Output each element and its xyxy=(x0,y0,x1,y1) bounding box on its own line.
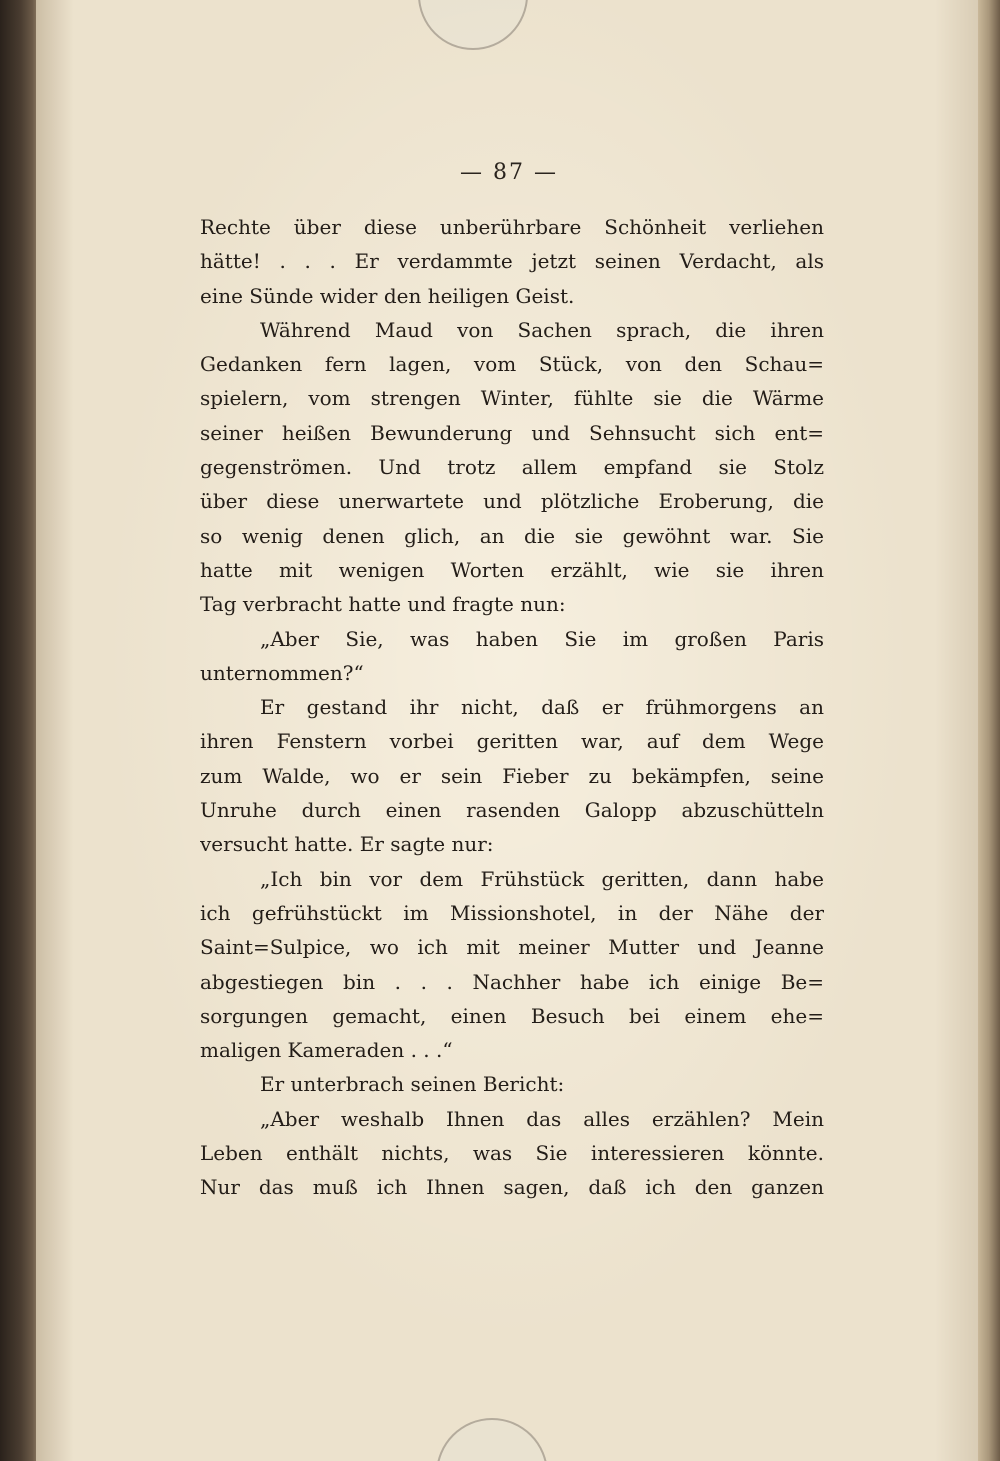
book-binding xyxy=(0,0,38,1461)
text-line: zum Walde, wo er sein Fieber zu bekämpfen, seine xyxy=(200,763,824,788)
text-line: Saint=Sulpice, wo ich mit meiner Mutter und Jeanne xyxy=(200,935,824,960)
text-line: abgestiegen bin . . . Nachher habe ich einige Be= xyxy=(200,969,824,994)
text-line: seiner heißen Bewunderung und Sehnsucht sich ent= xyxy=(200,420,824,445)
page-edge xyxy=(978,0,1000,1461)
text-line: unternommen?“ xyxy=(200,660,364,685)
text-line: Unruhe durch einen rasenden Galopp abzuschütteln xyxy=(200,798,824,823)
text-line: „Aber weshalb Ihnen das alles erzählen? Mein xyxy=(260,1106,824,1131)
book-page xyxy=(36,0,982,1461)
text-line: Während Maud von Sachen sprach, die ihren xyxy=(260,317,824,342)
text-line: sorgungen gemacht, einen Besuch bei einem ehe= xyxy=(200,1003,824,1028)
text-line: hätte! . . . Er verdammte jetzt seinen Verdacht, als xyxy=(200,249,824,274)
text-line: gegenströmen. Und trotz allem empfand sie Stolz xyxy=(200,455,824,480)
text-line: über diese unerwartete und plötzliche Eroberung, die xyxy=(200,489,824,514)
text-line: ihren Fenstern vorbei geritten war, auf dem Wege xyxy=(200,729,824,754)
text-line: Er gestand ihr nicht, daß er frühmorgens an xyxy=(260,695,824,720)
text-line: „Aber Sie, was haben Sie im großen Paris xyxy=(260,626,824,651)
text-line: versucht hatte. Er sagte nur: xyxy=(200,832,494,857)
text-line: „Ich bin vor dem Frühstück geritten, dann habe xyxy=(260,866,824,891)
text-line: Er unterbrach seinen Bericht: xyxy=(260,1072,565,1097)
text-line: eine Sünde wider den heiligen Geist. xyxy=(200,283,575,308)
text-line: Nur das muß ich Ihnen sagen, daß ich den ganzen xyxy=(200,1175,824,1200)
text-line: maligen Kameraden . . .“ xyxy=(200,1038,453,1063)
text-line: Leben enthält nichts, was Sie interessieren könnte. xyxy=(200,1141,824,1166)
page-number: — 87 — xyxy=(460,160,558,185)
text-line: hatte mit wenigen Worten erzählt, wie sie ihren xyxy=(200,557,824,582)
text-line: Gedanken fern lagen, vom Stück, von den Schau= xyxy=(200,352,824,377)
text-line: Rechte über diese unberührbare Schönheit verliehen xyxy=(200,215,824,239)
text-line: Tag verbracht hatte und fragte nun: xyxy=(200,592,566,617)
text-line: so wenig denen glich, an die sie gewöhnt war. Sie xyxy=(200,523,824,548)
text-line: ich gefrühstückt im Missionshotel, in der Nähe der xyxy=(200,900,824,925)
text-line: spielern, vom strengen Winter, fühlte sie die Wärme xyxy=(200,386,824,411)
body-text xyxy=(200,210,824,1205)
